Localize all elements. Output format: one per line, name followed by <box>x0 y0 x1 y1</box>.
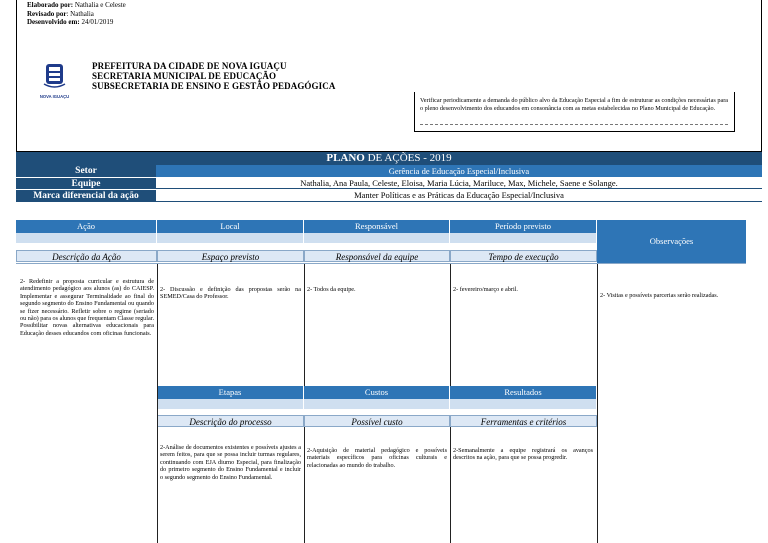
nova-iguacu-logo <box>38 62 71 104</box>
stripe-resultados <box>450 399 597 409</box>
stripe-responsavel <box>304 233 450 243</box>
document-metadata <box>27 1 126 27</box>
setor-label: Setor <box>16 165 156 177</box>
org-line-1: PREFEITURA DA CIDADE DE NOVA IGUAÇU <box>92 61 287 71</box>
col-header-local: Local <box>157 220 304 233</box>
subheader-possivel-custo: Possível custo <box>304 415 450 427</box>
grid-line <box>450 427 451 543</box>
stripe-local <box>157 233 304 243</box>
stripe-etapas <box>157 399 304 409</box>
desenvolvido-label: Desenvolvido em: <box>27 18 80 26</box>
org-line-3: SUBSECRETARIA DE ENSINO E GESTÃO PEDAGÓGICA <box>92 81 336 91</box>
equipe-label: Equipe <box>16 177 156 189</box>
cell-responsavel: 2- Todos da equipe. <box>307 286 356 293</box>
cell-acao: 2- Redefinir a proposta curricular e estrutura de atendimento pedagógico aos alunos (as) do CAIESP. Implementar e assegurar Terminalidade ao final do segundo segmento do Ensino Fundamental ou quando se fizer necessário. Refletir sobre o regime (seriado ou não) para os alunos que frequentam Classe regular. Possibilitar novas alternativas educacionais para Educação desses educandos com oficinas funcionais. <box>20 278 154 337</box>
grid-line <box>157 263 158 543</box>
subheader-ferramentas-criterios: Ferramentas e critérios <box>450 415 597 427</box>
logo-caption: NOVA IGUAÇU <box>39 94 70 99</box>
plan-title-bold: PLANO <box>326 152 365 164</box>
grid-line <box>16 263 746 264</box>
marca-value: Manter Políticas e as Práticas da Educação Especial/Inclusiva <box>156 189 762 202</box>
marca-label: Marca diferencial da ação <box>16 189 156 202</box>
grid-line <box>304 263 305 386</box>
elaborado-label: Elaborado por: <box>27 1 74 9</box>
col-header-custos: Custos <box>304 386 450 399</box>
grid-line <box>304 427 305 543</box>
subheader-tempo-execucao: Tempo de execução <box>450 250 597 262</box>
stripe-custos <box>304 399 450 409</box>
org-line-2: SECRETARIA MUNICIPAL DE EDUCAÇÃO <box>92 71 277 81</box>
cell-local: 2- Discussão e definição das propostas serão na SEMED/Casa do Professor. <box>160 286 301 301</box>
subheader-descricao-processo: Descrição do processo <box>157 415 304 427</box>
desenvolvido-value: 24/01/2019 <box>79 18 114 26</box>
cell-observacoes: 2- Visitas e possíveis parcerias serão realizadas. <box>600 292 719 299</box>
plan-title-rest: DE AÇÕES - 2019 <box>364 152 452 164</box>
col-header-periodo: Período previsto <box>450 220 597 233</box>
cell-custos: 2-Aquisição de material pedagógico e possíveis materiais específicos para oficinas culturais e relacionadas ao mundo do trabalho. <box>307 447 447 469</box>
equipe-value: Nathalia, Ana Paula, Celeste, Eloisa, Maria Lúcia, Mariluce, Max, Michele, Saene e Solange. <box>156 177 762 189</box>
subheader-responsavel-equipe: Responsável da equipe <box>304 250 450 262</box>
objective-divider <box>420 124 728 125</box>
col-header-responsavel: Responsável <box>304 220 450 233</box>
organization-heading <box>92 61 335 91</box>
cell-etapas: 2-Análise de documentos existentes e possíveis ajustes a serem feitos, para que se possa incluir turmas regulares, continuando com EJA diurno Especial, para finalização do primeiro segmento do Ensino Fundamental e incluir o segundo segmento do Ensino Fundamental. <box>160 444 301 481</box>
cell-resultados: 2-Semanalmente a equipe registrará os avanços descritos na ação, para que se possa progredir. <box>453 447 593 462</box>
col-header-observacoes: Observações <box>597 220 746 263</box>
revisado-label: Revisado por <box>27 9 67 18</box>
stripe-periodo <box>450 233 597 243</box>
col-header-acao: Ação <box>16 220 157 233</box>
grid-line <box>450 263 451 386</box>
revisado-value: : Nathalia <box>66 9 94 18</box>
grid-line <box>597 263 598 543</box>
plan-title <box>16 152 762 165</box>
stripe-acao <box>16 233 157 243</box>
subheader-descricao-acao: Descrição da Ação <box>16 250 157 262</box>
col-header-etapas: Etapas <box>157 386 304 399</box>
cell-periodo: 2- fevereiro/março e abril. <box>453 286 518 293</box>
elaborado-value: Nathalia e Celeste <box>73 1 126 9</box>
col-header-resultados: Resultados <box>450 386 597 399</box>
subheader-espaco-previsto: Espaço previsto <box>157 250 304 262</box>
objective-text: Verificar periodicamente a demanda do público alvo da Educação Especial a fim de estruturar as condições necessárias para o pleno desenvolvimento dos educandos em consonância com as metas estabelecidas no Plano Municipal de Educação. <box>420 97 728 112</box>
setor-value: Gerência de Educação Especial/Inclusiva <box>156 165 762 177</box>
